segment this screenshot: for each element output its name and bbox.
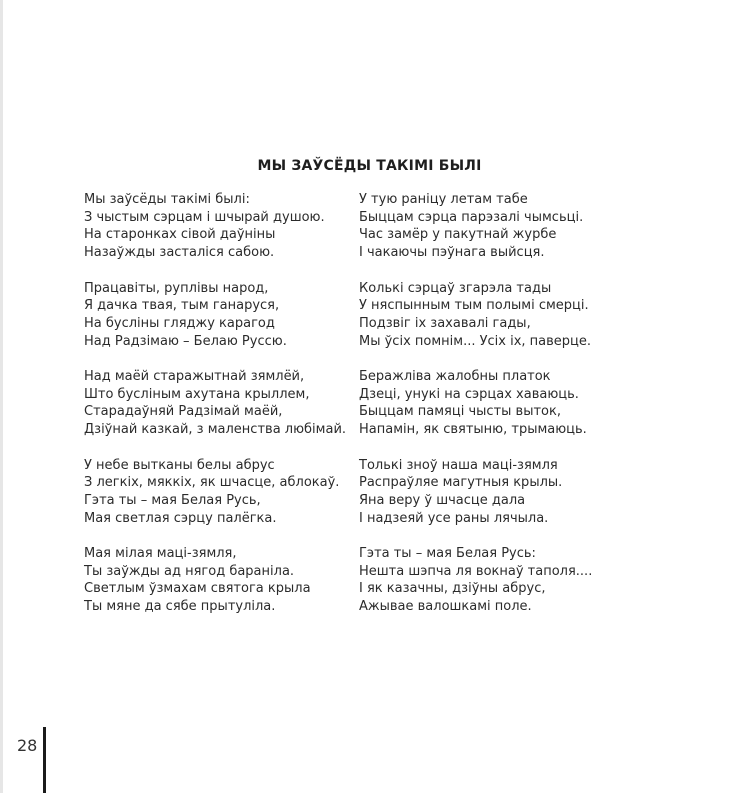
poem-line: Быццам сэрца парэзалі чымсьці. xyxy=(359,209,584,225)
poem-line: І як казачны, дзіўны абрус, xyxy=(359,581,546,597)
poem-line: На бусліны гляджу карагод xyxy=(84,315,275,331)
stanza xyxy=(84,545,344,616)
poem-line: Распраўляе магутныя крылы. xyxy=(359,475,563,491)
poem-line: Мая светлая сэрцу палёгка. xyxy=(84,510,277,526)
page-number-rule xyxy=(43,727,46,793)
stanza xyxy=(84,457,344,528)
poem-line: Назаўжды засталіся сабою. xyxy=(84,245,275,261)
stanza xyxy=(84,280,344,351)
poem-line: Колькі сэрцаў згарэла тады xyxy=(359,280,552,296)
stanza xyxy=(84,191,344,262)
poem-line: Я дачка твая, тым ганаруся, xyxy=(84,298,280,314)
poem-line: Ты заўжды ад нягод бараніла. xyxy=(84,563,295,579)
poem-line: Гэта ты – мая Белая Русь, xyxy=(84,492,261,508)
page-edge xyxy=(0,0,3,793)
poem-line: У небе вытканы белы абрус xyxy=(84,457,275,473)
poem-line: Толькі зноў наша маці-зямля xyxy=(359,457,558,473)
poem-line: Яна веру ў шчасце дала xyxy=(359,492,526,508)
poem-line: З легкіх, мяккіх, як шчасце, аблокаў. xyxy=(84,475,340,491)
poem-line: І чакаючы пэўнага выйсця. xyxy=(359,245,545,261)
poem-line: Ты мяне да сябе прытуліла. xyxy=(84,599,276,615)
poem-line: У тую раніцу летам табе xyxy=(359,192,528,207)
poem-line: У няспынным тым полымі смерці. xyxy=(359,298,589,314)
poem-line: Напамін, як святыню, трымаюць. xyxy=(359,422,587,438)
poem-line: На старонках сівой даўніны xyxy=(84,227,276,243)
stanza xyxy=(359,545,619,616)
stanza xyxy=(84,368,347,439)
stanza xyxy=(359,191,619,262)
poem-title: МЫ ЗАЎСЁДЫ ТАКІМІ БЫЛІ xyxy=(257,158,482,174)
poem-line: Нешта шэпча ля вокнаў таполя.... xyxy=(359,563,593,579)
poem-line: Подзвіг іх захавалі гады, xyxy=(359,315,531,331)
poem-line: Час замёр у пакутнай журбе xyxy=(359,227,557,243)
poem-line: Мы заўсёды такімі былі: xyxy=(84,192,250,207)
poem-line: Гэта ты – мая Белая Русь: xyxy=(359,546,536,561)
poem-line: Светлым ўзмахам святога крыла xyxy=(84,581,311,597)
poem-line: Што буслiным ахутана крыллем, xyxy=(84,386,310,402)
poem-line: Дзіўнай казкай, з маленства любімай. xyxy=(84,422,347,438)
poem-line: Мы ўсіх помнім... Усіх іх, паверце. xyxy=(359,333,592,349)
stanza xyxy=(359,280,619,351)
poem-line: Ажывае валошкамі поле. xyxy=(359,599,532,615)
poem-line: І надзеяй усе раны лячыла. xyxy=(359,510,549,526)
poem-line: Над Радзімаю – Белаю Руссю. xyxy=(84,333,287,349)
poem-column-left xyxy=(84,191,347,616)
poem-line: Дзеці, унукі на сэрцах хаваюць. xyxy=(359,386,579,402)
poem-line: Працавіты, руплівы народ, xyxy=(84,280,269,296)
stanza xyxy=(359,457,619,528)
stanza xyxy=(359,368,619,439)
poem-line: Быццам памяці чысты выток, xyxy=(359,404,561,420)
poem-line: Старадаўняй Радзімай маёй, xyxy=(84,404,283,420)
page-number: 28 xyxy=(17,736,38,755)
poem-column-right xyxy=(359,191,619,616)
poem-line: З чыстым сэрцам і шчырай душою. xyxy=(84,209,325,225)
poem-line: Над маёй старажытнай зямлёй, xyxy=(84,369,305,384)
poem-line: Беражліва жалобны платок xyxy=(359,369,551,384)
poem-line: Мая мілая маці-зямля, xyxy=(84,546,237,561)
